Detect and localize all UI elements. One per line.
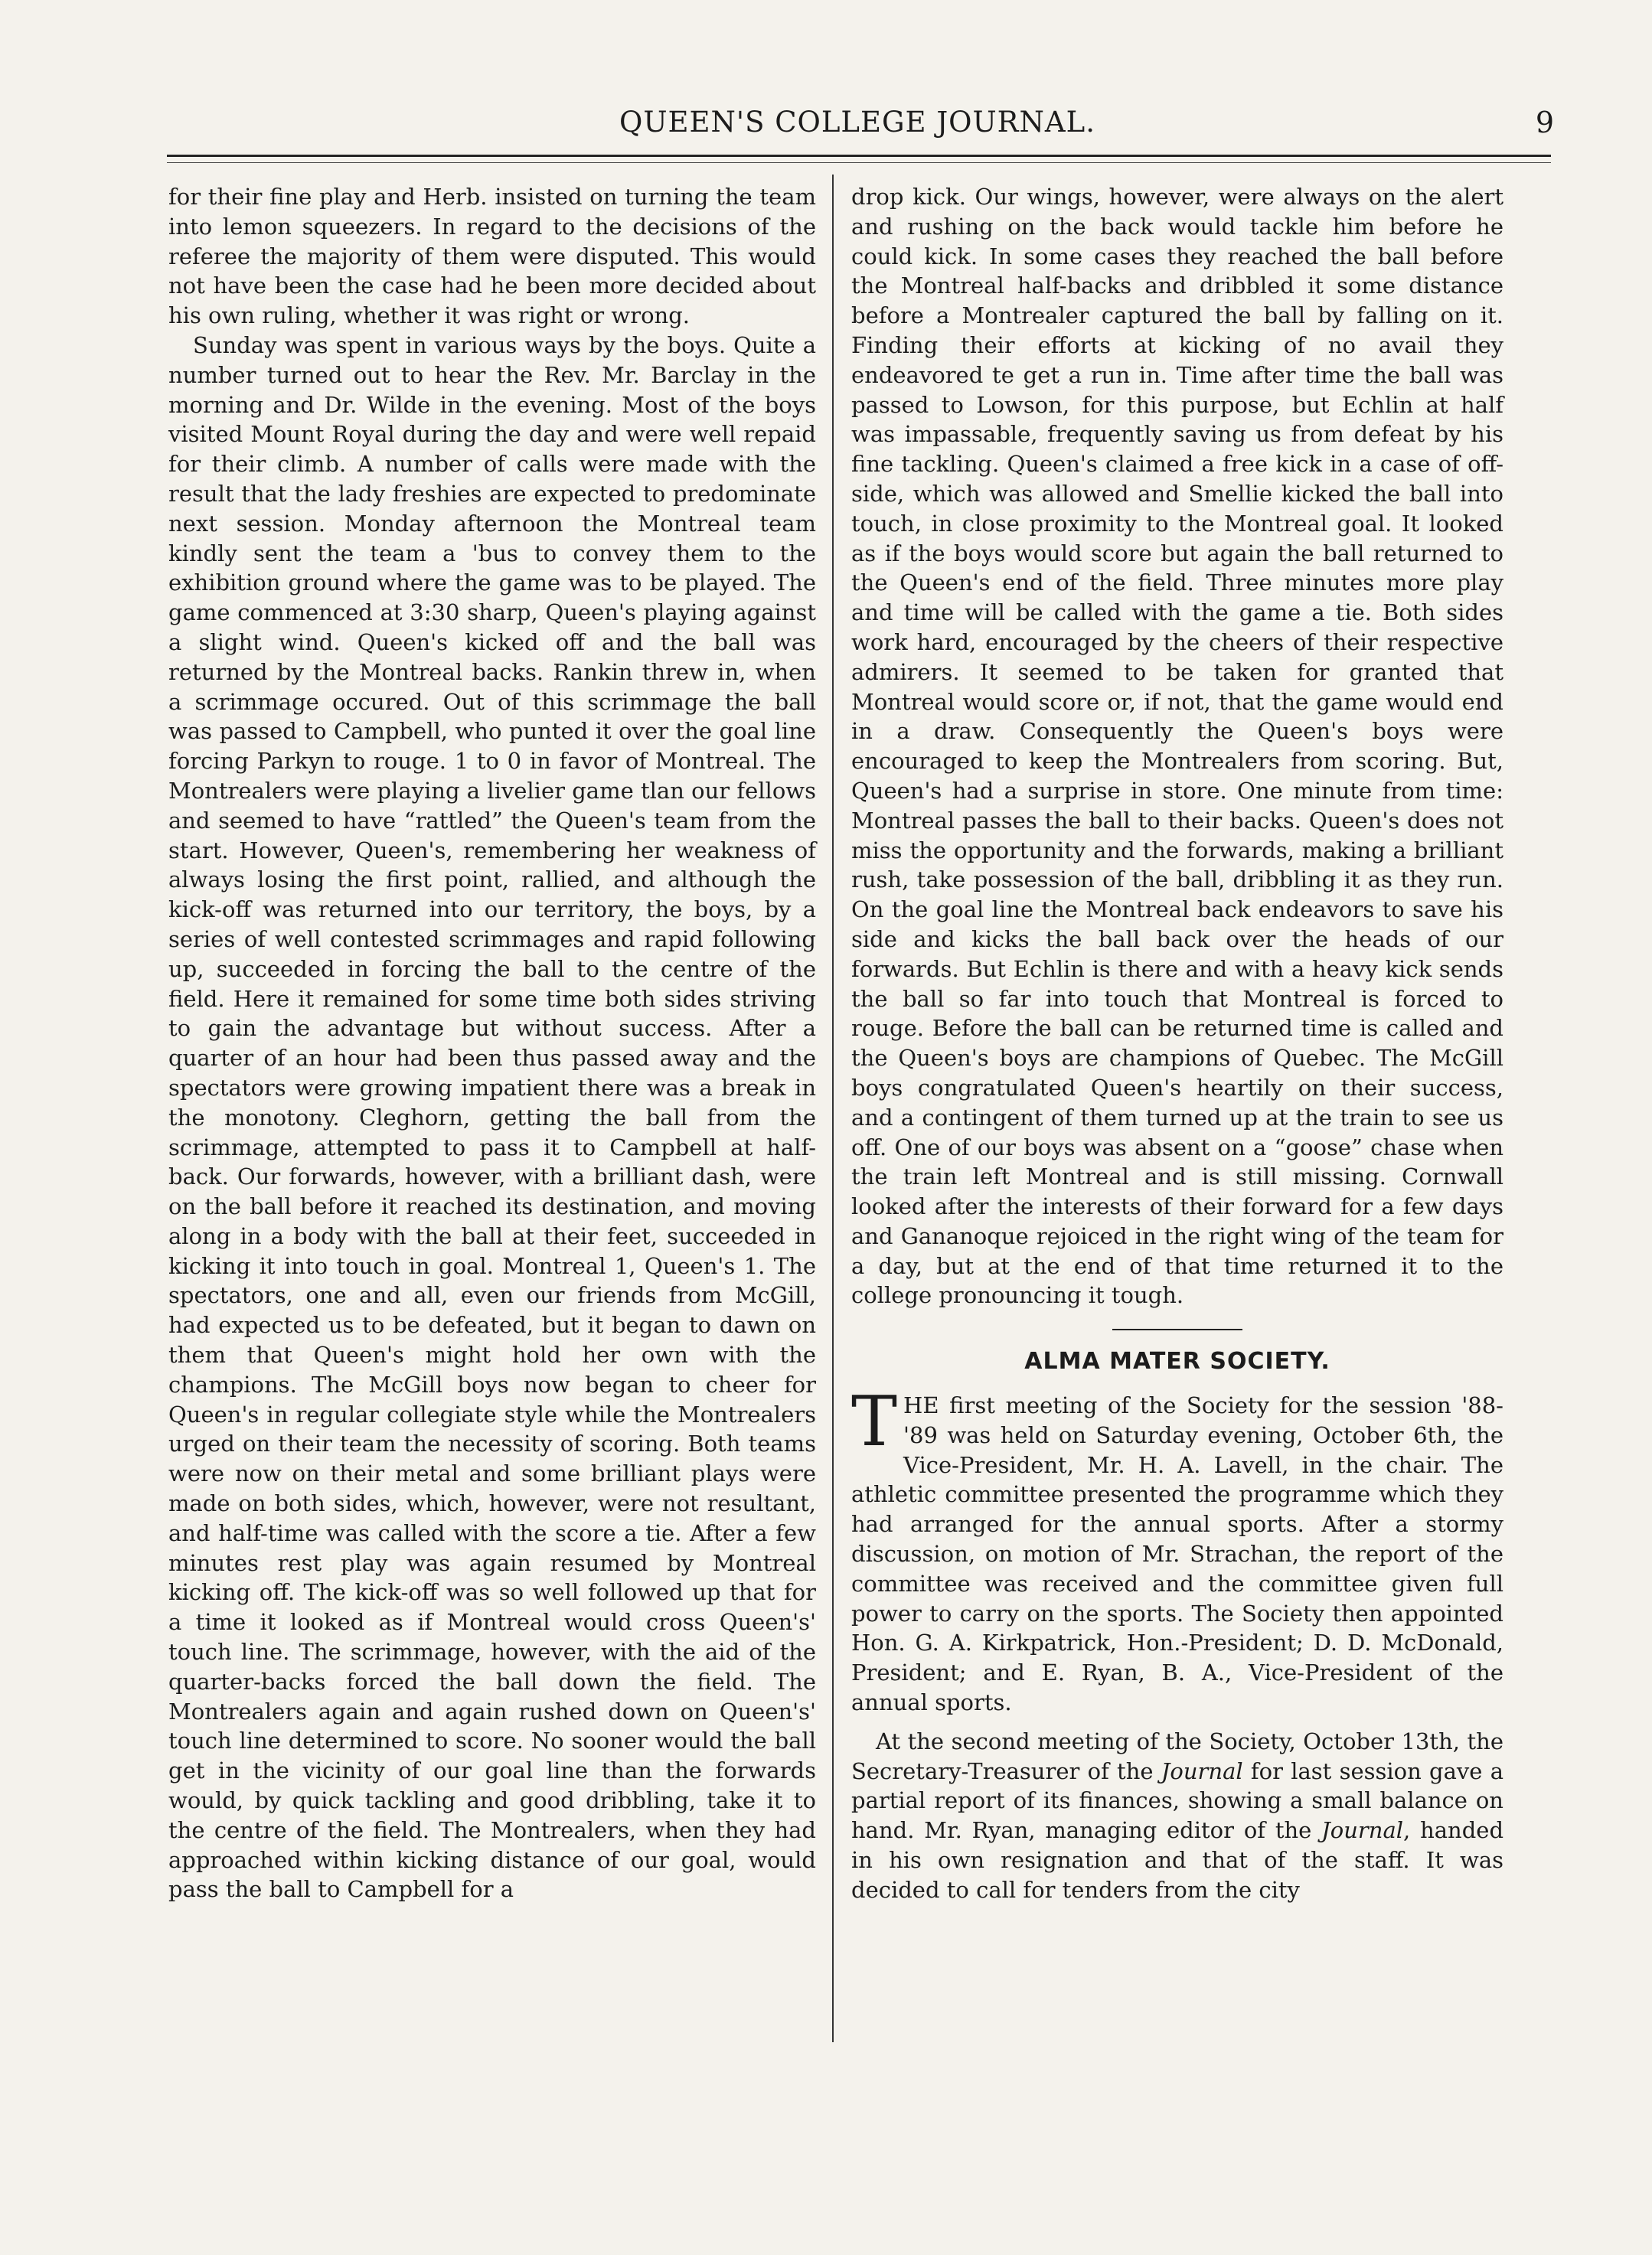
paragraph-text: for last session gave a partial report of its finances, showing a small balance on hand. Mr. Ryan, managing editor of the: [851, 1757, 1503, 1844]
paragraph: Sunday was spent in various ways by the boys. Quite a number turned out to hear the Rev. Mr. Barclay in the morning and Dr. Wilde in the evening. Most of the boys visited Mount Royal during the day and were well repaid for their climb. A number of calls were made with the result that the lady freshies are expected to predominate next session. Monday afternoon the Montreal team kindly sent the team a 'bus to convey them to the exhibition ground where the game was to be played. The game commenced at 3:30 sharp, Queen's playing against a slight wind. Queen's kicked off and the ball was returned by the Montreal backs. Rankin threw in, when a scrimmage occured. Out of this scrimmage the ball was passed to Campbell, who punted it over the goal line forcing Parkyn to rouge. 1 to 0 in favor of Montreal. The Montrealers were playing a livelier game tlan our fellows and seemed to have “rattled” the Queen's team from the start. However, Queen's, remembering her weakness of always losing the first point, rallied, and although the kick-off was returned into our territory, the boys, by a series of well contested scrimmages and rapid following up, succeeded in forcing the ball to the centre of the field. Here it remained for some time both sides striving to gain the advantage but without success. After a quarter of an hour had been thus passed away and the spectators were growing impatient there was a break in the monotony. Cleghorn, getting the ball from the scrimmage, attempted to pass it to Campbell at half-back. Our forwards, however, with a brilliant dash, were on the ball before it reached its destination, and moving along in a body with the ball at their feet, succeeded in kicking it into touch in goal. Montreal 1, Queen's 1. The spectators, one and all, even our friends from McGill, had expected us to be defeated, but it began to dawn on them that Queen's might hold her own with the champions. The McGill boys now began to cheer for Queen's in regular collegiate style while the Montrealers urged on their team the necessity of scoring. Both teams were now on their metal and some brilliant plays were made on both sides, which, however, were not resultant, and half-time was called with the score a tie. After a few minutes rest play was again resumed by Montreal kicking off. The kick-off was so well followed up that for a time it looked as if Montreal would cross Queen's' touch line. The scrimmage, however, with the aid of the quarter-backs forced the ball down the field. The Montrealers again and again rushed down on Queen's' touch line determined to score. No sooner would the ball get in the vicinity of our goal line than the forwards would, by quick tackling and good dribbling, take it to the centre of the field. The Montrealers, when they had approached within kicking distance of our goal, would pass the ball to Campbell for a: [168, 331, 816, 1903]
left-column: [168, 182, 816, 1904]
page-header: [161, 106, 1554, 152]
header-rule: [167, 155, 1551, 157]
paragraph: [851, 1727, 1503, 1905]
column-divider: [832, 175, 834, 2042]
section-heading: ALMA MATER SOCIETY.: [1024, 1348, 1330, 1376]
paragraph: drop kick. Our wings, however, were always on the alert and rushing on the back would tackle him before he could kick. In some cases they reached the ball before the Montreal half-backs and dribbled it some distance before a Montrealer captured the ball by falling on it. Finding their efforts at kicking of no avail they endeavored te get a run in. Time after time the ball was passed to Lowson, for this purpose, but Echlin at half was impassable, frequently saving us from defeat by his fine tackling. Queen's claimed a free kick in a case of off-side, which was allowed and Smellie kicked the ball into touch, in close proximity to the Montreal goal. It looked as if the boys would score but again the ball returned to the Queen's end of the field. Three minutes more play and time will be called with the game a tie. Both sides work hard, encouraged by the cheers of their respective admirers. It seemed to be taken for granted that Montreal would score or, if not, that the game would end in a draw. Consequently the Queen's boys were encouraged to keep the Montrealers from scoring. But, Queen's had a surprise in store. One minute from time: Montreal passes the ball to their backs. Queen's does not miss the opportunity and the forwards, making a brilliant rush, take possession of the ball, dribbling it as they run. On the goal line the Montreal back endeavors to save his side and kicks the ball back over the heads of our forwards. But Echlin is there and with a heavy kick sends the ball so far into touch that Montreal is forced to rouge. Before the ball can be returned time is called and the Queen's boys are champions of Quebec. The McGill boys congratulated Queen's heartily on their success, and a contingent of them turned up at the train to see us off. One of our boys was absent on a “goose” chase when the train left Montreal and is still missing. Cornwall looked after the interests of their forward for a few days and Gananoque rejoiced in the right wing of the team for a day, but at the end of that time returned it to the college pronouncing it tough.: [851, 184, 1503, 1309]
paragraph: [851, 1382, 1503, 1718]
paragraph-text: , handed in his own resignation and that of the staff. It was decided to call for tenders from the city: [851, 1817, 1504, 1903]
paragraph-text: HE first meeting of the Society for the session '88-'89 was held on Saturday evening, October 6th, the Vice-President, Mr. H. A. Lavell, in the chair. The athletic committee presented the programme which they had arranged for the annual sports. After a stormy discussion, on motion of Mr. Strachan, the report of the committee was received and the committee given full power to carry on the sports. The Society then appointed Hon. G. A. Kirkpatrick, Hon.-President; D. D. McDonald, President; and E. Ryan, B. A., Vice-President of the annual sports.: [851, 1392, 1503, 1716]
italic-title: Journal: [1161, 1757, 1243, 1784]
paragraph-text: At the second meeting of the Society, October 13th, the Secretary-Treasurer of the: [851, 1728, 1503, 1784]
header-rule-thin: [167, 162, 1551, 163]
right-column: [851, 182, 1503, 1905]
journal-title: QUEEN'S COLLEGE JOURNAL.: [619, 106, 1095, 139]
section-divider: [1112, 1329, 1242, 1330]
page-number: 9: [1535, 106, 1554, 139]
drop-cap: T: [851, 1382, 898, 1463]
paragraph: for their fine play and Herb. insisted on turning the team into lemon squeezers. In regard to the decisions of the referee the majority of them were disputed. This would not have been the case had he been more decided about his own ruling, whether it was right or wrong.: [168, 184, 816, 329]
italic-title: Journal: [1321, 1817, 1404, 1844]
